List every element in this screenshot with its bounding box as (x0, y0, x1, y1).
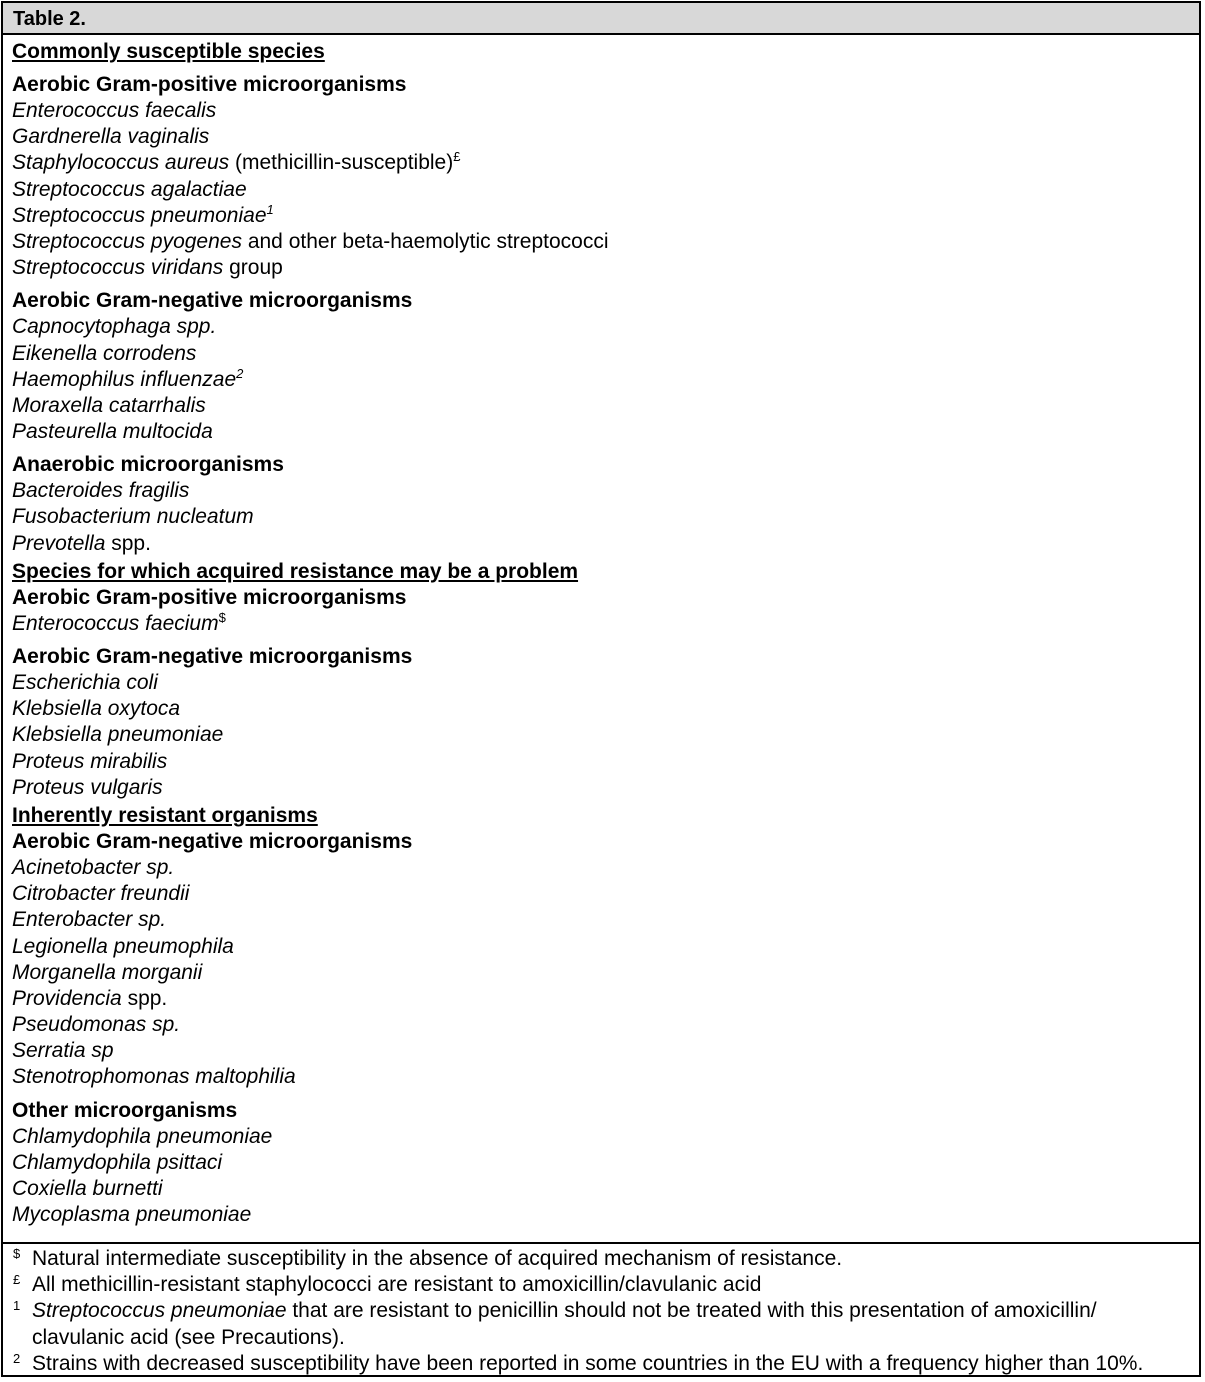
species-note: and other beta-haemolytic streptococci (241, 229, 609, 253)
group-heading: Aerobic Gram-positive microorganisms (12, 585, 407, 609)
organism-group (12, 644, 1189, 801)
list-item (12, 124, 1189, 150)
list-item (12, 934, 1189, 960)
species-name: Morganella morganii (12, 960, 203, 984)
list-item (12, 722, 1189, 748)
list-item (12, 1012, 1189, 1038)
list-item (12, 960, 1189, 986)
list-item (12, 775, 1189, 801)
species-name: Prevotella (12, 531, 106, 555)
list-item (12, 1202, 1189, 1228)
species-name: Haemophilus influenzae (12, 367, 237, 391)
species-name: Klebsiella oxytoca (12, 697, 181, 721)
section-heading: Commonly susceptible species (12, 40, 325, 63)
footnote-species: Streptococcus pneumoniae (32, 1299, 287, 1323)
species-name: Acinetobacter sp. (12, 855, 175, 879)
species-note: spp. (105, 531, 151, 555)
list-item (12, 419, 1189, 445)
group-heading: Aerobic Gram-negative microorganisms (12, 289, 413, 313)
group-heading: Aerobic Gram-negative microorganisms (12, 645, 413, 668)
footnote-reference: 1 (266, 201, 274, 217)
list-item (12, 696, 1189, 722)
footnote (12, 1246, 1189, 1272)
species-note: group (223, 256, 283, 280)
list-item (12, 1124, 1189, 1150)
species-name: Mycoplasma pneumoniae (12, 1203, 252, 1227)
species-name: Proteus mirabilis (12, 749, 168, 773)
species-name: Streptococcus pneumoniae (12, 203, 267, 227)
table-title: Table 2. (3, 3, 1199, 35)
species-name: Serratia sp (12, 1039, 114, 1063)
species-name: Capnocytophaga spp. (12, 315, 217, 339)
list-item (12, 531, 1189, 557)
section-heading: Inherently resistant organisms (12, 803, 318, 827)
list-item (12, 670, 1189, 696)
species-name: Stenotrophomonas maltophilia (12, 1065, 296, 1089)
species-name: Enterobacter sp. (12, 908, 167, 932)
list-item (12, 229, 1189, 255)
footnotes (3, 1244, 1199, 1377)
list-item (12, 203, 1189, 229)
footnote-text: Natural intermediate susceptibility in the absence of acquired mechanism of resistance. (32, 1247, 843, 1270)
list-item (12, 314, 1189, 340)
organism-group (12, 288, 1189, 445)
species-name: Enterococcus faecalis (12, 99, 217, 122)
footnote-text: that are resistant to penicillin should not be treated with this presentation of amoxicillin/ clavulanic acid (see Precautions). (32, 1299, 1097, 1349)
species-name: Streptococcus viridans (12, 256, 224, 280)
footnote-text: All methicillin-resistant staphylococci are resistant to amoxicillin/clavulanic acid (32, 1273, 762, 1297)
list-item (12, 1150, 1189, 1176)
footnote-reference: $ (218, 609, 226, 625)
organism-group (12, 1098, 1189, 1229)
species-name: Streptococcus pyogenes (12, 229, 242, 253)
list-item (12, 881, 1189, 907)
list-item (12, 367, 1189, 393)
organism-group (12, 72, 1189, 281)
species-name: Citrobacter freundii (12, 882, 190, 906)
list-item (12, 255, 1189, 281)
list-item (12, 855, 1189, 881)
group-heading: Aerobic Gram-negative microorganisms (12, 829, 413, 853)
table-body (3, 35, 1199, 1244)
list-item (12, 177, 1189, 203)
footnote-mark: £ (13, 1272, 21, 1288)
organism-group (12, 452, 1189, 557)
species-name: Chlamydophila pneumoniae (12, 1124, 273, 1148)
footnote-mark: 1 (13, 1298, 21, 1314)
list-item (12, 611, 1189, 637)
list-item (12, 749, 1189, 775)
organism-group (12, 585, 1189, 637)
list-item (12, 986, 1189, 1012)
species-name: Moraxella catarrhalis (12, 393, 206, 417)
species-note: (methicillin-susceptible) (229, 151, 454, 175)
species-name: Klebsiella pneumoniae (12, 723, 224, 747)
species-name: Legionella pneumophila (12, 934, 234, 958)
species-name: Escherichia coli (12, 671, 158, 694)
species-name: Chlamydophila psittaci (12, 1150, 223, 1174)
species-name: Enterococcus faecium (12, 611, 219, 635)
footnote-mark: $ (13, 1246, 21, 1261)
species-name: Pseudomonas sp. (12, 1013, 181, 1037)
group-heading: Anaerobic microorganisms (12, 453, 284, 477)
list-item (12, 98, 1189, 124)
susceptibility-table (1, 1, 1201, 1377)
species-name: Streptococcus agalactiae (12, 177, 247, 201)
section-heading: Species for which acquired resistance may be a problem (12, 559, 579, 583)
footnote-text: Strains with decreased susceptibility have been reported in some countries in the EU with a frequency higher than 10%. (32, 1351, 1144, 1375)
species-name: Eikenella corrodens (12, 341, 197, 365)
footnote-reference: 2 (236, 365, 244, 381)
list-item (12, 393, 1189, 419)
species-name: Fusobacterium nucleatum (12, 505, 254, 529)
species-name: Providencia (12, 986, 122, 1010)
list-item (12, 150, 1189, 176)
list-item (12, 478, 1189, 504)
species-note: spp. (121, 986, 168, 1010)
footnote (12, 1351, 1189, 1377)
list-item (12, 1038, 1189, 1064)
footnote-mark: 2 (13, 1350, 21, 1366)
list-item (12, 907, 1189, 933)
group-heading: Aerobic Gram-positive microorganisms (12, 73, 407, 96)
species-name: Bacteroides fragilis (12, 479, 190, 503)
footnote (12, 1298, 1189, 1350)
footnote (12, 1272, 1189, 1298)
list-item (12, 504, 1189, 530)
organism-group (12, 829, 1189, 1091)
species-name: Coxiella burnetti (12, 1177, 163, 1200)
list-item (12, 341, 1189, 367)
list-item (12, 1064, 1189, 1090)
species-name: Pasteurella multocida (12, 420, 213, 444)
species-name: Staphylococcus aureus (12, 151, 230, 175)
footnote-reference: £ (453, 149, 461, 165)
species-name: Gardnerella vaginalis (12, 125, 210, 149)
group-heading: Other microorganisms (12, 1098, 238, 1122)
list-item (12, 1176, 1189, 1202)
species-name: Proteus vulgaris (12, 775, 163, 799)
